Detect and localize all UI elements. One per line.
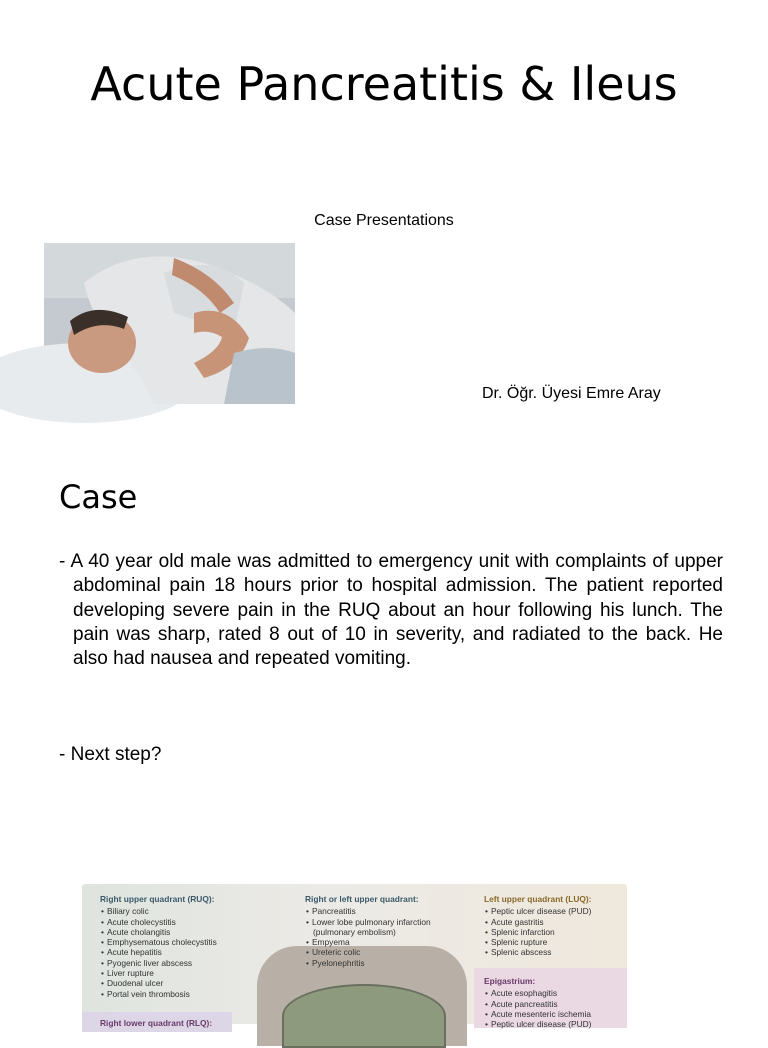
epigastrium-heading: Epigastrium: (484, 976, 536, 986)
list-item: • Acute mesenteric ischemia (492, 1009, 624, 1019)
list-item: • Pancreatitis (313, 906, 455, 916)
luq-list (484, 894, 624, 958)
rlq-list (100, 1018, 260, 1030)
slide-title: Acute Pancreatitis & Ileus (90, 57, 678, 111)
rlq-heading: Right lower quadrant (RLQ): (100, 1018, 213, 1028)
list-item: • Acute hepatitis (108, 947, 260, 957)
list-item: • Acute gastritis (492, 917, 624, 927)
organs-illustration (282, 984, 446, 1048)
ruq-heading: Right upper quadrant (RUQ): (100, 894, 215, 904)
list-item: • Splenic rupture (492, 937, 624, 947)
center-heading: Right or left upper quadrant: (305, 894, 419, 904)
list-item: • Acute esophagitis (492, 988, 624, 998)
list-item: • Liver rupture (108, 968, 260, 978)
list-item: • Acute pancreatitis (492, 999, 624, 1009)
next-step-prompt: - Next step? (59, 744, 162, 765)
author-name: Dr. Öğr. Üyesi Emre Aray (482, 385, 661, 402)
list-item: • Peptic ulcer disease (PUD) (492, 1019, 624, 1029)
list-item: • Ureteric colic (313, 947, 455, 957)
list-item: • Splenic infarction (492, 927, 624, 937)
epigastrium-list (484, 976, 624, 1029)
luq-heading: Left upper quadrant (LUQ): (484, 894, 592, 904)
slide-subtitle: Case Presentations (314, 212, 454, 229)
list-item: • Pyogenic liver abscess (108, 958, 260, 968)
ruq-list (100, 894, 260, 999)
abdominal-pain-photo (44, 243, 295, 404)
list-item: • Pyelonephritis (313, 958, 455, 968)
list-item: • Portal vein thrombosis (108, 989, 260, 999)
list-item: • Splenic abscess (492, 947, 624, 957)
list-item: • Lower lobe pulmonary infarction (pulmonary embolism) (313, 917, 455, 938)
case-heading: Case (59, 478, 138, 516)
list-item: • Biliary colic (108, 906, 260, 916)
list-item: • Emphysematous cholecystitis (108, 937, 260, 947)
list-item: • Acute cholangitis (108, 927, 260, 937)
list-item: • Duodenal ulcer (108, 978, 260, 988)
list-item: • Acute cholecystitis (108, 917, 260, 927)
case-paragraph: - A 40 year old male was admitted to emergency unit with complaints of upper abdominal pain 18 hours prior to hospital admission. The patient reported developing severe pain in the RUQ about an hour following his lunch. The pain was sharp, rated 8 out of 10 in severity, and radiated to the back. He also had nausea and repeated vomiting. (59, 551, 723, 670)
list-item: • Peptic ulcer disease (PUD) (492, 906, 624, 916)
list-item: • Empyema (313, 937, 455, 947)
center-list (305, 894, 455, 968)
abdominal-quadrants-figure (82, 884, 627, 1030)
